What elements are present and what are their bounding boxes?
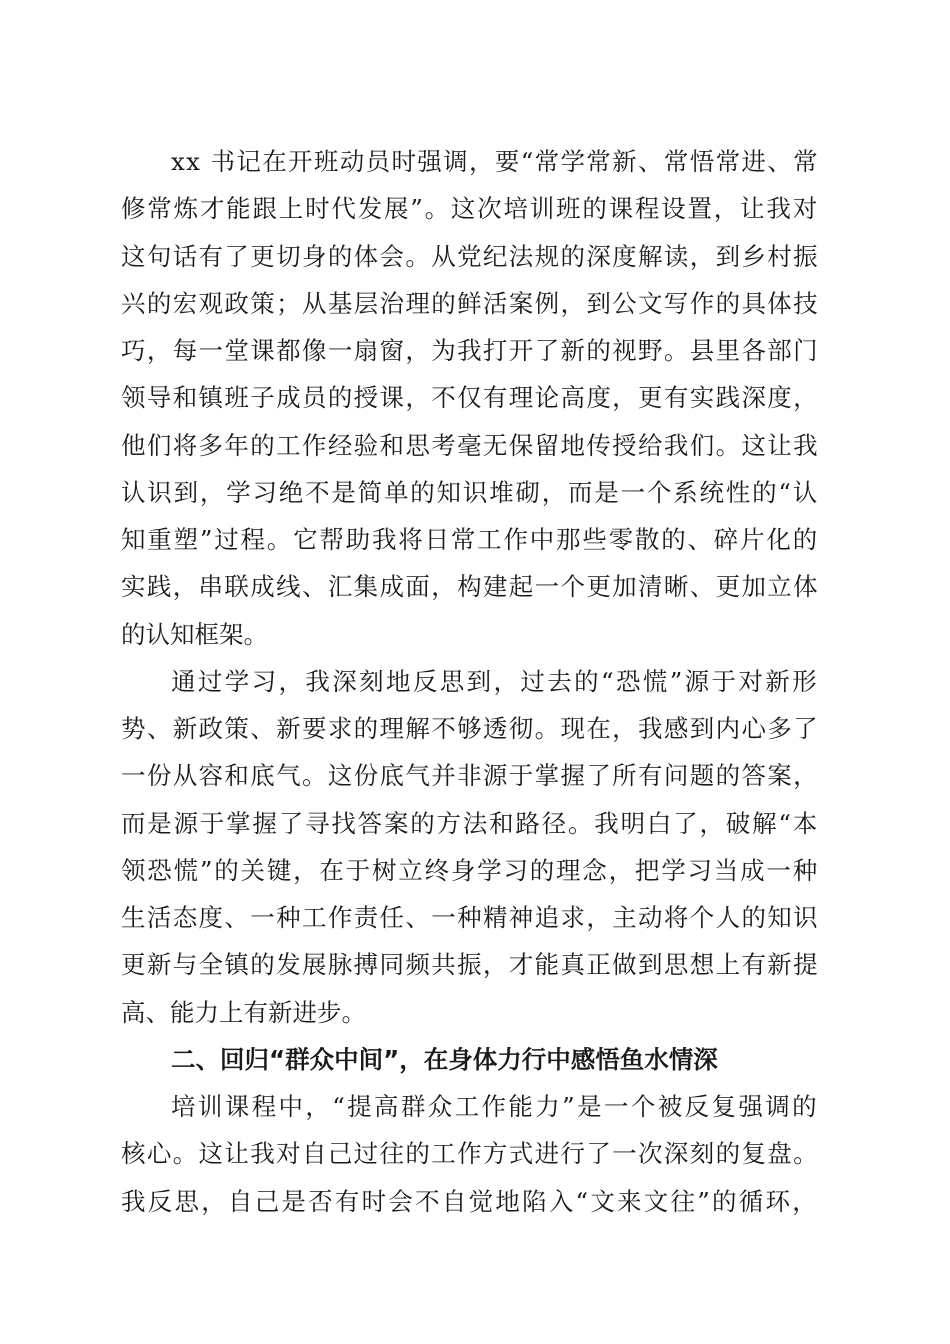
line-text: 领导和镇班子成员的授课，不仅有理论高度，更有实践深度， (121, 383, 819, 412)
line-text: 一份从容和底气。这份底气并非源于掌握了所有问题的答案， (121, 761, 819, 790)
line-text: 认识到，学习绝不是简单的知识堆砌，而是一个系统性的“认 (121, 478, 819, 507)
line-text: 我反思，自己是否有时会不自觉地陷入“文来文往”的循环， (121, 1187, 819, 1216)
line-text: 他们将多年的工作经验和思考毫无保留地传授给我们。这让我 (121, 431, 819, 460)
line-text: 的认知框架。 (121, 620, 268, 649)
line-text: 这句话有了更切身的体会。从党纪法规的深度解读，到乡村振 (121, 242, 819, 271)
line-text: 高、能力上有新进步。 (121, 998, 366, 1027)
line-text: 修常炼才能跟上时代发展”。这次培训班的课程设置，让我对 (121, 194, 819, 223)
line-text: 更新与全镇的发展脉搏同频共振，才能真正做到思想上有新提 (121, 950, 819, 979)
line-text: 核心。这让我对自己过往的工作方式进行了一次深刻的复盘。 (121, 1139, 819, 1168)
line-text: 知重塑”过程。它帮助我将日常工作中那些零散的、碎片化的 (121, 525, 819, 554)
heading-text: 二、回归“群众中间”，在身体力行中感悟鱼水情深 (171, 1045, 718, 1074)
line-text: 势、新政策、新要求的理解不够透彻。现在，我感到内心多了 (121, 714, 819, 743)
line-text: 实践，串联成线、汇集成面，构建起一个更加清晰、更加立体 (121, 572, 819, 601)
line-text: 兴的宏观政策；从基层治理的鲜活案例，到公文写作的具体技 (121, 289, 819, 318)
line-text: 领恐慌”的关键，在于树立终身学习的理念，把学习当成一种 (121, 856, 819, 885)
line-text: 巧，每一堂课都像一扇窗，为我打开了新的视野。县里各部门 (121, 336, 819, 365)
line-text: 培训课程中，“提高群众工作能力”是一个被反复强调的 (171, 1092, 819, 1121)
line-text: 而是源于掌握了寻找答案的方法和路径。我明白了，破解“本 (121, 809, 819, 838)
line-text: xx 书记在开班动员时强调，要“常学常新、常悟常进、常 (171, 147, 819, 176)
line-text: 通过学习，我深刻地反思到，过去的“恐慌”源于对新形 (171, 667, 819, 696)
line-text: 生活态度、一种工作责任、一种精神追求，主动将个人的知识 (121, 903, 819, 932)
